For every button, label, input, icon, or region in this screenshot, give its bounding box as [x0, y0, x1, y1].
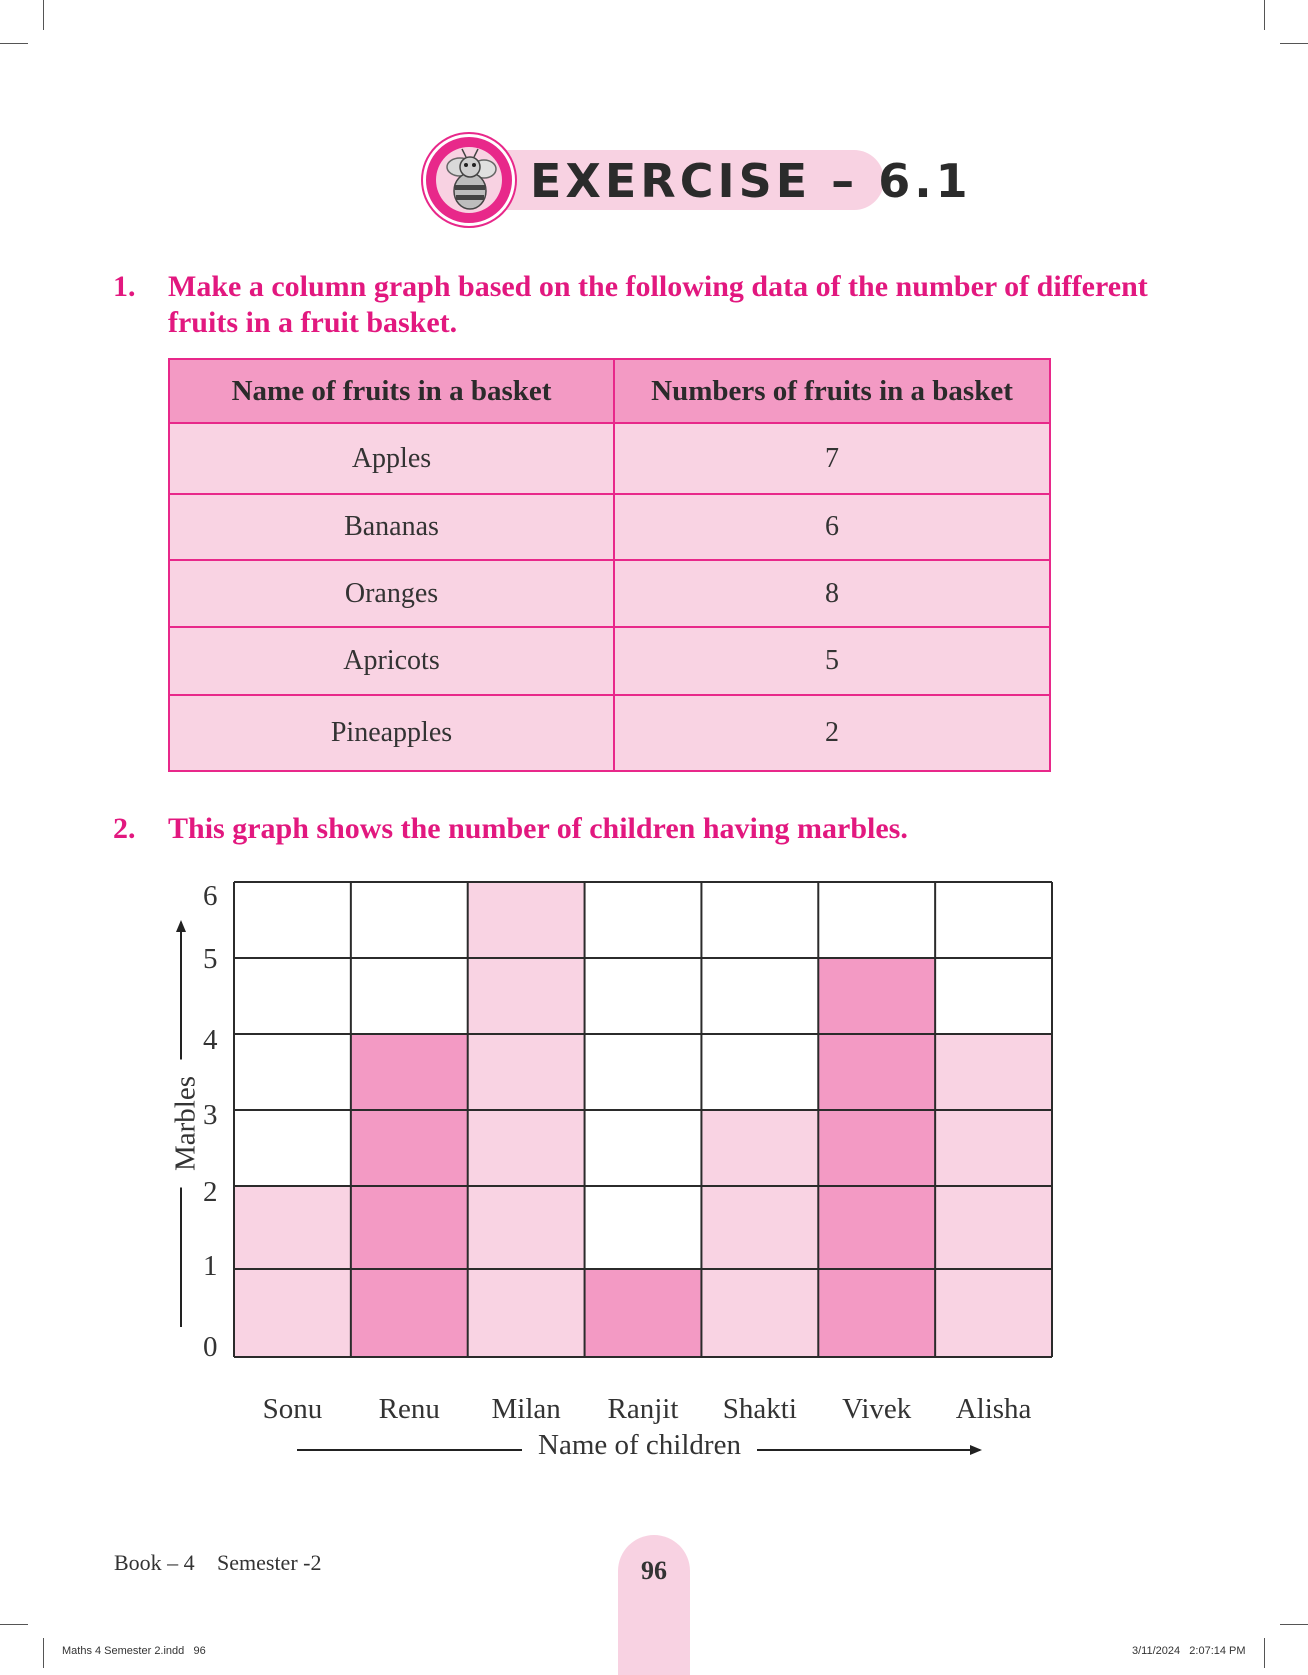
empty-grid-cell — [585, 958, 702, 1034]
bar-cell-sonu — [234, 1269, 351, 1357]
bar-cell-renu — [351, 1269, 468, 1357]
empty-grid-cell — [701, 958, 818, 1034]
x-category-label: Milan — [491, 1393, 561, 1425]
x-category-label: Renu — [378, 1393, 440, 1425]
fruit-name-cell: Apricots — [169, 627, 614, 695]
fruit-name-cell: Apples — [169, 423, 614, 494]
y-tick-label: 1 — [203, 1250, 218, 1282]
footer-book: Book – 4 — [114, 1550, 195, 1575]
bar-cell-vivek — [818, 958, 935, 1034]
question-1-number: 1. — [113, 270, 136, 303]
bar-cell-sonu — [234, 1186, 351, 1269]
x-category-label: Shakti — [722, 1393, 797, 1425]
bar-cell-vivek — [818, 1269, 935, 1357]
bar-cell-shakti — [701, 1186, 818, 1269]
empty-grid-cell — [234, 1110, 351, 1186]
bar-cell-vivek — [818, 1186, 935, 1269]
empty-grid-cell — [701, 1034, 818, 1110]
bar-cell-alisha — [935, 1186, 1052, 1269]
table-header-cell: Numbers of fruits in a basket — [614, 359, 1050, 423]
bar-cell-alisha — [935, 1110, 1052, 1186]
exercise-title: EXERCISE – 6.1 — [530, 154, 972, 208]
empty-grid-cell — [935, 882, 1052, 958]
page-number: 96 — [641, 1556, 667, 1585]
bar-cell-renu — [351, 1034, 468, 1110]
y-tick-label: 4 — [203, 1024, 218, 1056]
bar-cell-milan — [468, 1034, 585, 1110]
question-2-number: 2. — [113, 812, 136, 845]
bar-cell-alisha — [935, 1269, 1052, 1357]
empty-grid-cell — [234, 1034, 351, 1110]
empty-grid-cell — [585, 882, 702, 958]
y-tick-label: 0 — [203, 1331, 218, 1363]
bar-cell-milan — [468, 958, 585, 1034]
empty-grid-cell — [585, 1186, 702, 1269]
fruit-count-cell: 7 — [614, 423, 1050, 494]
file-slug: Maths 4 Semester 2.indd 96 — [62, 1645, 206, 1657]
print-timestamp: 3/11/2024 2:07:14 PM — [1132, 1645, 1246, 1657]
empty-grid-cell — [234, 958, 351, 1034]
empty-grid-cell — [234, 882, 351, 958]
bar-cell-vivek — [818, 1110, 935, 1186]
y-tick-label: 2 — [203, 1176, 218, 1208]
bar-cell-milan — [468, 882, 585, 958]
x-axis-label: Name of children — [522, 1429, 757, 1462]
question-1-text-line1: Make a column graph based on the following data of the number of different — [168, 270, 1148, 303]
fruit-count-cell: 6 — [614, 494, 1050, 560]
bar-cell-shakti — [701, 1269, 818, 1357]
y-axis-label: Marbles — [170, 1060, 203, 1188]
empty-grid-cell — [351, 882, 468, 958]
fruit-name-cell: Bananas — [169, 494, 614, 560]
bar-cell-ranjit — [585, 1269, 702, 1357]
fruit-count-cell: 5 — [614, 627, 1050, 695]
fruit-name-cell: Pineapples — [169, 695, 614, 771]
y-tick-label: 6 — [203, 880, 218, 912]
question-1-text-line2: fruits in a fruit basket. — [168, 306, 458, 339]
bar-cell-shakti — [701, 1110, 818, 1186]
bar-cell-renu — [351, 1186, 468, 1269]
bar-cell-renu — [351, 1110, 468, 1186]
fruit-count-cell: 8 — [614, 560, 1050, 627]
x-category-label: Vivek — [842, 1393, 912, 1425]
bar-cell-milan — [468, 1269, 585, 1357]
question-2-text: This graph shows the number of children having marbles. — [168, 812, 908, 845]
bar-cell-vivek — [818, 1034, 935, 1110]
empty-grid-cell — [351, 958, 468, 1034]
x-category-label: Alisha — [955, 1393, 1032, 1425]
empty-grid-cell — [585, 1034, 702, 1110]
empty-grid-cell — [935, 958, 1052, 1034]
fruit-count-cell: 2 — [614, 695, 1050, 771]
bar-cell-milan — [468, 1110, 585, 1186]
bar-cell-milan — [468, 1186, 585, 1269]
y-tick-label: 3 — [203, 1099, 218, 1131]
x-category-label: Sonu — [262, 1393, 323, 1425]
table-header-cell: Name of fruits in a basket — [169, 359, 614, 423]
x-category-label: Ranjit — [607, 1393, 679, 1425]
bar-cell-alisha — [935, 1034, 1052, 1110]
empty-grid-cell — [585, 1110, 702, 1186]
empty-grid-cell — [701, 882, 818, 958]
footer-semester: Semester -2 — [217, 1550, 322, 1575]
y-tick-label: 5 — [203, 943, 218, 975]
fruit-name-cell: Oranges — [169, 560, 614, 627]
empty-grid-cell — [818, 882, 935, 958]
